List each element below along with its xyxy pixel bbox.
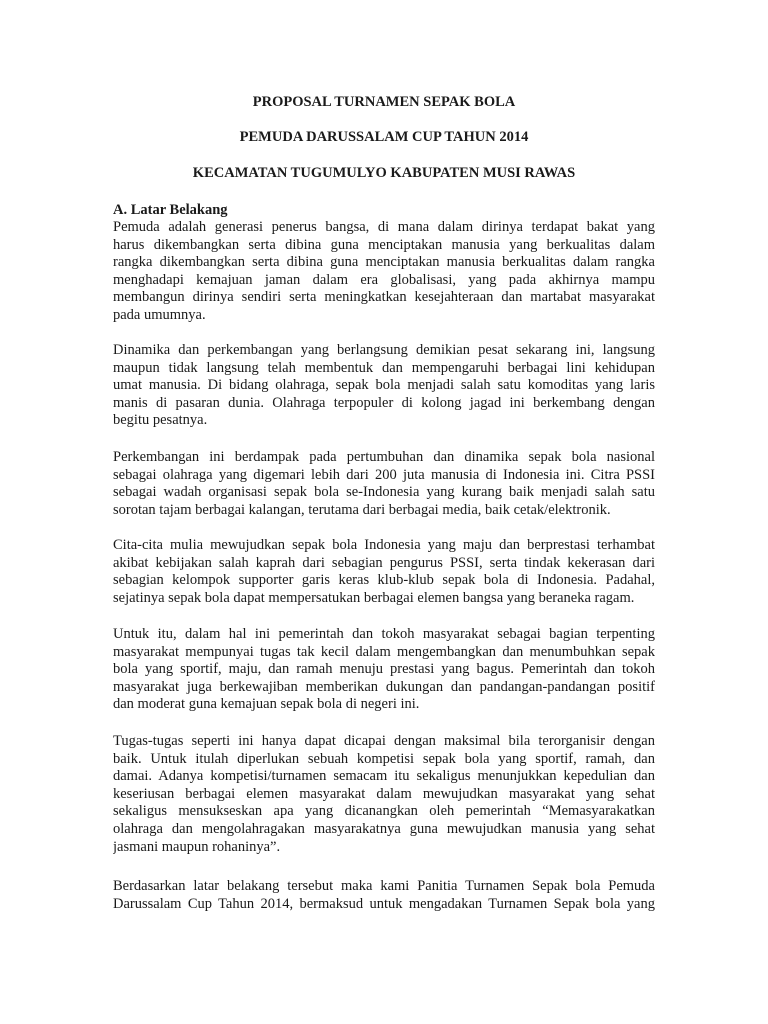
paragraph-line: olahraga dan mengolahragakan masyarakatnya guna mewujudkan manusia yang sehat <box>113 820 655 837</box>
paragraph-line: Tugas-tugas seperti ini hanya dapat dicapai dengan maksimal bila terorganisir dengan <box>113 733 655 749</box>
paragraph-line: Berdasarkan latar belakang tersebut maka kami Panitia Turnamen Sepak bola Pemuda <box>113 878 655 894</box>
paragraph-line: harus dikembangkan serta dibina guna menciptakan manusia yang berkualitas dalam <box>113 236 655 253</box>
paragraph-line: Darussalam Cup Tahun 2014, bermaksud untuk mengadakan Turnamen Sepak bola yang <box>113 895 655 912</box>
paragraph <box>113 878 655 913</box>
paragraph-line: keseriusan berbagai elemen masyarakat dalam mewujudkan masyarakat yang sehat <box>113 785 655 802</box>
paragraph-line: rangka dikembangkan serta dibina guna menciptakan manusia berkualitas dalam rangka <box>113 254 655 271</box>
paragraph <box>113 626 655 714</box>
paragraph-line: akibat kebijakan salah kaprah dari sebagian pengurus PSSI, serta tindak kekerasan dari <box>113 554 655 571</box>
paragraph-line: dan moderat guna kemajuan sepak bola di negeri ini. <box>113 696 420 713</box>
paragraph-line: maupun tidak langsung telah membentuk dan mempengaruhi berbagai lini kehidupan <box>113 359 655 376</box>
paragraph-line: sebagai wadah organisasi sepak bola se-Indonesia yang kurang baik menjadi salah satu <box>113 484 655 501</box>
paragraph <box>113 537 655 607</box>
document-location: KECAMATAN TUGUMULYO KABUPATEN MUSI RAWAS <box>192 165 576 181</box>
paragraph-line: damai. Adanya kompetisi/turnamen semacam itu sekaligus menunjukkan kepedulian dan <box>113 768 655 785</box>
document-title: PROPOSAL TURNAMEN SEPAK BOLA <box>252 94 516 110</box>
paragraph-line: begitu pesatnya. <box>113 412 208 429</box>
paragraph-line: sorotan tajam berbagai kalangan, terutama dari berbagai media, baik cetak/elektronik. <box>113 501 611 518</box>
paragraph-line: bola yang sportif, maju, dan ramah menuju prestasi yang bagus. Pemerintah dan tokoh <box>113 661 655 678</box>
paragraph-line: umat manusia. Di bidang olahraga, sepak bola menjadi salah satu komoditas yang laris <box>113 377 655 394</box>
paragraph-line: masyarakat mempunyai tugas tak kecil dalam mengembangkan dan menumbuhkan sepak <box>113 643 655 660</box>
paragraph-line: sejatinya sepak bola dapat mempersatukan berbagai elemen bangsa yang beraneka ragam. <box>113 589 635 606</box>
paragraph <box>113 449 655 519</box>
paragraph-line: jasmani maupun rohaninya”. <box>113 838 281 855</box>
paragraph-line: Dinamika dan perkembangan yang berlangsung demikian pesat sekarang ini, langsung <box>113 342 655 358</box>
paragraph-line: membangun dirinya sendiri serta meningkatkan kesejahteraan dan martabat masyarakat <box>113 289 655 306</box>
paragraph <box>113 342 655 430</box>
section-heading: A. Latar Belakang <box>113 202 228 218</box>
paragraph-line: manis di pasaran dunia. Olahraga terpopuler di kolong jagad ini berkembang dengan <box>113 394 655 411</box>
paragraph-line: baik. Untuk itulah diperlukan sebuah kompetisi sepak bola yang sportif, ramah, dan <box>113 750 655 767</box>
paragraph <box>113 733 655 856</box>
paragraph-line: Pemuda adalah generasi penerus bangsa, di mana dalam dirinya terdapat bakat yang <box>113 219 655 235</box>
paragraph-line: masyarakat juga berkewajiban memberikan dukungan dan pandangan-pandangan positif <box>113 678 655 695</box>
paragraph-line: sekaligus mensukseskan apa yang dicanangkan oleh pemerintah “Memasyarakatkan <box>113 803 655 820</box>
paragraph-line: pada umumnya. <box>113 306 206 323</box>
paragraph-line: sebagian kelompok supporter garis keras klub-klub sepak bola di Indonesia. Padahal, <box>113 572 655 589</box>
paragraph-line: Untuk itu, dalam hal ini pemerintah dan tokoh masyarakat sebagai bagian terpenting <box>113 626 655 642</box>
paragraph-line: Perkembangan ini berdampak pada pertumbuhan dan dinamika sepak bola nasional <box>113 449 655 465</box>
paragraph-line: menghadapi kemajuan jaman dalam era globalisasi, yang pada akhirnya mampu <box>113 271 655 288</box>
paragraph <box>113 219 655 325</box>
document-subtitle: PEMUDA DARUSSALAM CUP TAHUN 2014 <box>239 129 529 145</box>
paragraph-line: Cita-cita mulia mewujudkan sepak bola Indonesia yang maju dan berprestasi terhambat <box>113 537 655 553</box>
paragraph-line: sebagai olahraga yang digemari lebih dari 200 juta manusia di Indonesia ini. Citra PSSI <box>113 466 655 483</box>
